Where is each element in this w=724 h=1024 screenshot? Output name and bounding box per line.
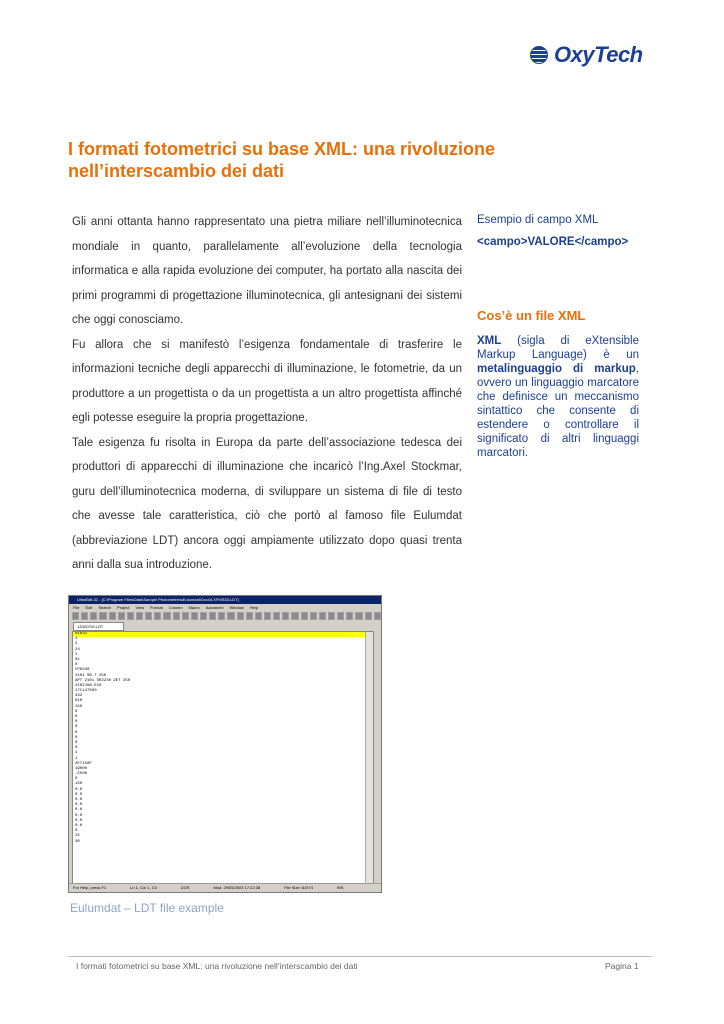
editor-line: 15 [75,834,80,839]
status-field: INS [336,885,344,890]
toolbar-button-icon [118,612,125,620]
footer-title: I formati fotometrici su base XML: una rivoluzione nell’interscambio dei dati [76,961,358,971]
body-text [72,210,462,578]
editor-line: 0.0 [75,813,83,818]
status-field: Ln 1, Col 1, C0 [130,885,157,890]
editor-line: 0 [75,663,78,668]
document-title: I formati fotometrici su base XML: una rivoluzione nell’interscambio dei dati [68,139,496,181]
example-code: <campo>VALORE</campo> [477,236,629,248]
editor-line: 2101 SR-T 250 [75,673,107,678]
editor-line: 0 [75,725,78,730]
toolbar-button-icon [264,612,271,620]
editor-line: -5500 [75,772,88,777]
toolbar-button-icon [301,612,308,620]
toolbar-button-icon [291,612,298,620]
example-label: Esempio di campo XML [477,214,599,226]
editor-menu-item: Window [229,605,244,610]
toolbar-button-icon [200,612,207,620]
editor-line: 2102J98.E10 [75,683,102,688]
editor-line: 1 [75,751,78,756]
toolbar-button-icon [328,612,335,620]
toolbar-button-icon [99,612,106,620]
figure-caption: Eulumdat – LDT file example [70,901,224,915]
toolbar-button-icon [282,612,289,620]
toolbar-button-icon [273,612,280,620]
editor-menu-item: Project [117,605,130,610]
toolbar-button-icon [365,612,372,620]
editor-line: 0.0 [75,798,83,802]
toolbar-button-icon [136,612,143,620]
toolbar-button-icon [310,612,317,620]
oxytech-logo [530,42,643,68]
editor-line: 2ET150F [75,761,92,766]
toolbar-button-icon [337,612,344,620]
toolbar-button-icon [145,612,152,620]
editor-menu-item: Search [98,605,112,610]
editor-line: 0.0 [75,823,83,828]
editor-menu-item: Macro [188,605,200,610]
editor-line: 0 [75,720,78,725]
editor-line: 2 [75,642,78,647]
body-paragraph: Fu allora che si manifestò l’esigenza fondamentale di trasferire le informazioni tecniche degli apparecchi di illuminazione, le fotometrie, da un produttore a un progettista o da un progettista a un altro progettista affinché egli potesse eseguire la propria progettazione. [72,338,462,424]
toolbar-button-icon [182,612,189,620]
editor-line: 1 [75,652,78,657]
editor-line: 0.0 [75,808,83,813]
toolbar-button-icon [90,612,97,620]
editor-line: 01032 [73,632,373,637]
editor-line: 432 [75,694,83,699]
xml-term: XML [477,335,502,347]
editor-line: 150 [75,782,83,787]
editor-line: 610 [75,699,83,704]
toolbar-button-icon [163,612,170,620]
toolbar-button-icon [218,612,225,620]
toolbar-button-icon [154,612,161,620]
editor-title-bar: UltraEdit-32 - [C:\Program Files\Data\Sample Photometries\Eulumdat\Dcc44.XFMS33.LDT] [69,596,381,604]
editor-line: 0 [75,777,78,782]
editor-line: 0 [75,735,78,740]
editor-menu-item: Format [150,605,163,610]
logo-text: OxyTech [554,42,643,67]
page-number: Pagina 1 [605,961,639,971]
xml-desc-part1: (sigla di eXtensible Markup Language) è un [477,335,639,361]
status-field: File Size: 81974 [284,885,313,890]
toolbar-button-icon [81,612,88,620]
globe-logo-icon [530,46,548,64]
toolbar-button-icon [127,612,134,620]
editor-toolbar [69,611,381,621]
editor-line: 30 [75,839,80,844]
editor-line: CP0240 [75,668,90,673]
editor-line: 0 [75,746,78,751]
xml-example-box [477,214,639,258]
editor-file-tab: 1332DTM.LDT [73,622,124,631]
toolbar-button-icon [346,612,353,620]
editor-line: 0 [75,715,78,719]
toolbar-button-icon [237,612,244,620]
editor-status-bar [69,883,382,892]
footer-divider [68,956,652,957]
xml-desc-part2: , ovvero un linguaggio marcatore che definisce un meccanismo sintattico che consente di estendere o controllare il significato di altri linguaggi marcatori. [477,363,639,459]
xml-description [477,334,639,460]
editor-line: 1 [75,756,78,761]
editor-line: 1 [75,637,78,642]
editor-document [72,631,374,885]
toolbar-button-icon [355,612,362,620]
editor-menu-bar [69,604,381,611]
editor-line: 17C147500 [75,689,97,694]
toolbar-button-icon [246,612,253,620]
editor-line: 150 [75,704,83,709]
toolbar-button-icon [191,612,198,620]
editor-line: 0 [75,829,78,834]
editor-line: 19000 [75,766,88,771]
status-field: DOS [180,885,190,890]
metalanguage-term: metalinguaggio di markup [477,363,636,375]
editor-menu-item: Edit [85,605,93,610]
editor-scrollbar [365,632,373,884]
toolbar-button-icon [72,612,79,620]
toolbar-button-icon [255,612,262,620]
editor-line: 0.0 [75,818,83,823]
editor-menu-item: View [135,605,145,610]
status-field: Mod: 29/05/2003 17:22:38 [213,885,261,890]
editor-menu-item: File [73,605,80,610]
toolbar-button-icon [173,612,180,620]
editor-line: 01 [75,657,80,662]
editor-menu-item: Advanced [205,605,224,610]
editor-menu-item: Column [168,605,183,610]
toolbar-button-icon [109,612,116,620]
editor-line: APT 2101 SR2230 2ET 250 [75,678,131,683]
toolbar-button-icon [374,612,381,620]
editor-line: 0.0 [75,803,83,808]
editor-menu-item: Help [249,605,258,610]
status-field: For Help, press F1 [73,885,107,890]
editor-line: 0 [75,709,78,714]
toolbar-button-icon [319,612,326,620]
editor-line: 0.0 [75,792,83,797]
body-paragraph: Tale esigenza fu risolta in Europa da parte dell’associazione tedesca dei produttori di apparecchi di illuminazione che incaricò l’Ing.Axel Stockmar, guru dell’illuminotecnica moderna, di sviluppare un sistema di file di testo che avesse tale caratteristica, ciò che portò al famoso file Eulumdat (abbreviazione LDT) ancora oggi ampiamente utilizzato dopo quasi trenta anni dalla sua introduzione. [72,436,462,571]
editor-line: 0 [75,730,78,735]
editor-line: 0 [75,740,78,745]
editor-line: 0.0 [75,787,83,792]
sidebar-section-title: Cos’è un file XML [477,308,586,323]
toolbar-button-icon [209,612,216,620]
body-paragraph: Gli anni ottanta hanno rappresentato una pietra miliare nell’illuminotecnica mondiale in quanto, parallelamente all’evoluzione della tecnologia informatica e alla rapida evoluzione dei computer, ha portato alla nascita dei primi programmi di progettazione illuminotecnica, gli antesignani dei sistemi che oggi conosciamo. [72,216,462,326]
toolbar-button-icon [227,612,234,620]
editor-screenshot [68,595,382,893]
editor-line: 24 [75,647,80,652]
